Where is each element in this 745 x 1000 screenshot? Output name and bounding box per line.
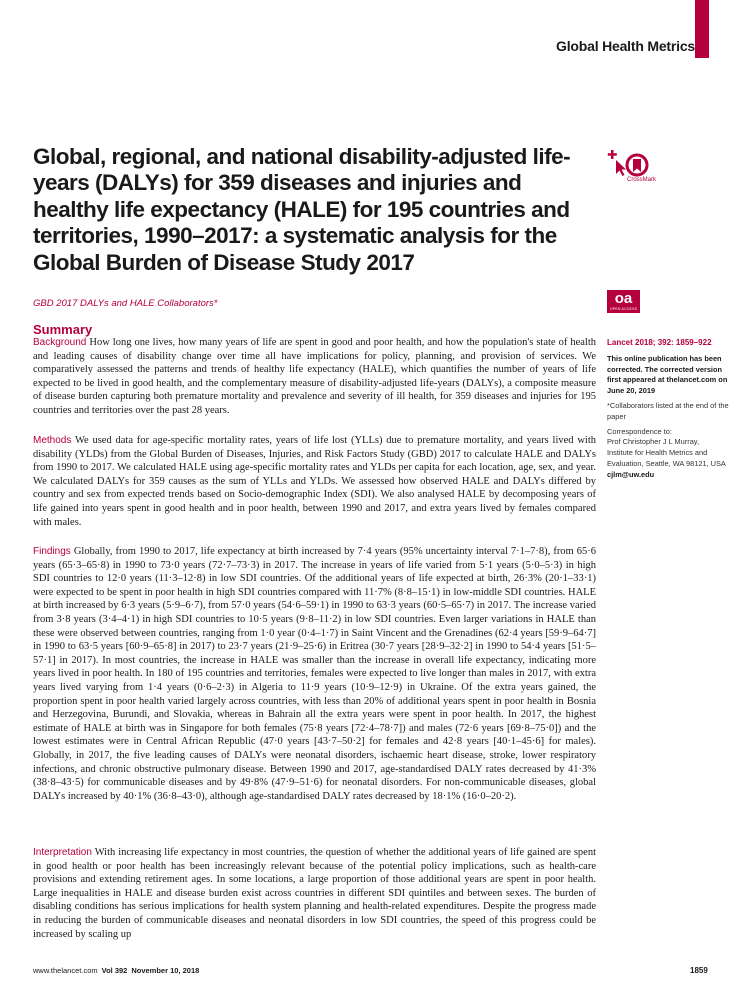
article-title: Global, regional, and national disability-adjusted life-years (DALYs) for 359 diseases and injuries and healthy life expectancy (HALE) for 195 countries and territories, 1990–2017: a systematic analysis for the Global Burden of Disease Study 2017 <box>33 144 571 275</box>
methods-text: We used data for age-specific mortality rates, years of life lost (YLLs) due to premature mortality, and years lived with disability (YLDs) from the Global Burden of Diseases, Injuries, and Risk Factors Study (GBD) 2017 to calculate HALE and DALYs from 1990 to 2017. We calculated HALE using age-specific mortality rates and YLDs per capita for each location, age, sex, and year. We calculated DALYs for 359 causes as the sum of YLLs and YLDs. We assessed how observed HALE and DALYs differed by country and sex from expected trends based on Socio-demographic Index (SDI). We also analysed HALE by decomposing years of life gained into years spent in good health and in poor health, between 1990 and 2017, and extra years lived by females compared with males. <box>33 435 596 528</box>
methods-paragraph <box>33 434 596 529</box>
footer-volume: Vol 392 <box>101 966 128 975</box>
footer-website[interactable]: www.thelancet.com <box>33 966 98 975</box>
findings-text: Globally, from 1990 to 2017, life expectancy at birth increased by 7·4 years (95% uncertainty interval 7·1–7·8), from 65·6 years (65·3–65·8) in 1990 to 73·0 years (72·7–73·3) in 2017. The increase in years of life varied from 5·1 years (5·0–5·3) in high SDI countries to 12·0 years (11·3–12·8) in low SDI countries. Of the additional years of life expected at birth, 26·3% (20·1–33·1) were expected to be spent in poor health in high SDI countries compared with 11·7% (8·8–15·1) in low-middle SDI countries. HALE at birth increased by 6·3 years (5·9–6·7), from 57·0 years (54·6–59·1) in 1990 to 63·3 years (60·5–65·7) in 2017. The increase varied from 3·8 years (3·4–4·1) in high SDI countries to 10·5 years (9·8–11·2) in low SDI countries. Even larger variations in HALE than these were observed between countries, ranging from 1·0 year (0·4–1·7) in Saint Vincent and the Grenadines (62·4 years [59·9–64·7] in 1990 to 63·5 years [60·9–65·8] in 2017) to 23·7 years (21·9–25·6) in Eritrea (30·7 years [28·9–32·2] in 1990 to 54·4 years [51·5–57·1] in 2017). In most countries, the increase in HALE was smaller than the increase in overall life expectancy, indicating more years lived in poor health. In 180 of 195 countries and territories, females were expected to live longer than males in 2017, with extra years lived varying from 1·4 years (0·6–2·3) in Algeria to 11·9 years (10·9–12·9) in Ukraine. Of the extra years gained, the proportion spent in poor health varied largely across countries, with less than 20% of additional years spent in poor health in Bosnia and Herzegovina, Burundi, and Slovakia, whereas in Bahrain all the extra years were spent in poor health. In 2017, the highest estimate of HALE at birth was in Singapore for both females (75·8 years [72·4–78·7]) and males (72·6 years [69·8–75·0]) and the lowest estimates were in Central African Republic (47·0 years [43·7–50·2] for females and 42·8 years [40·1–45·6] for males). Globally, in 2017, the five leading causes of DALYs were neonatal disorders, ischaemic heart disease, stroke, lower respiratory infections, and chronic obstructive pulmonary disease. Between 1990 and 2017, age-standardised DALY rates decreased by 41·3% (38·8–43·5) for communicable diseases and by 49·8% (47·9–51·6) for neonatal disorders. For non-communicable diseases, global DALYs increased by 40·1% (36·8–43·0), although age-standardised DALY rates decreased by 18·1% (16·0–20·2). <box>33 546 596 802</box>
findings-label: Findings <box>33 546 71 557</box>
section-label: Global Health Metrics <box>556 38 695 54</box>
correction-note: This online publication has been corrected. The corrected version first appeared at thelancet.com on June 20, 2019 <box>607 353 728 396</box>
crossmark-label: CrossMark <box>627 177 657 183</box>
oa-label: oa <box>614 290 633 307</box>
collaborators-note: *Collaborators listed at the end of the paper <box>607 400 729 421</box>
correspondence-address: Institute for Health Metrics and Evaluation, Seattle, WA 98121, USA <box>607 448 726 468</box>
interpretation-label: Interpretation <box>33 847 92 858</box>
footer-date: November 10, 2018 <box>131 966 200 975</box>
crossmark-icon <box>605 148 665 190</box>
methods-label: Methods <box>33 435 72 446</box>
page-number: 1859 <box>690 966 708 975</box>
sidebar-notes <box>607 338 732 481</box>
section-color-bar <box>695 0 709 58</box>
summary-heading: Summary <box>33 322 93 337</box>
correspondence-label: Correspondence to: <box>607 426 672 436</box>
open-access-badge <box>607 290 640 313</box>
crossmark-button[interactable] <box>605 148 665 190</box>
interpretation-text: With increasing life expectancy in most countries, the question of whether the additional years of life gained are spent in good health or poor health has been increasingly relevant because of the potential policy implications, such as health-care provisions and extending retirement ages. In some locations, a large proportion of those additional years are spent in poor health. Large inequalities in HALE and disease burden exist across countries in different SDI quintiles and between sexes. The burden of disabling conditions has serious implications for health system planning and health-related expenditures. Despite the progress made in reducing the burden of communicable diseases and neonatal disorders in low SDI countries, the speed of this progress could be increased by scaling up <box>33 847 596 940</box>
background-paragraph <box>33 336 596 418</box>
correspondence-name: Prof Christopher J L Murray, <box>607 437 699 447</box>
findings-paragraph <box>33 545 596 803</box>
oa-sublabel: OPEN ACCESS <box>609 307 638 311</box>
footer-info <box>33 966 199 975</box>
background-label: Background <box>33 337 87 348</box>
interpretation-paragraph <box>33 846 596 941</box>
author-byline[interactable]: GBD 2017 DALYs and HALE Collaborators* <box>33 298 218 309</box>
citation: Lancet 2018; 392: 1859–922 <box>607 338 712 347</box>
background-text: How long one lives, how many years of life are spent in good and poor health, and how the population's state of health and leading causes of disability change over time all have implications for policy, planning, and provision of services. We comparatively assessed the patterns and trends of healthy life expectancy (HALE), which quantifies the number of years of life expected to be lived in good health, and the complementary measure of disability-adjusted life-years (DALYs), a composite measure of disease burden capturing both premature mortality and prevalence and severity of ill health, for 359 diseases and injuries for 195 countries and territories over the past 28 years. <box>33 337 596 416</box>
correspondence-email[interactable]: cjlm@uw.edu <box>607 469 655 479</box>
